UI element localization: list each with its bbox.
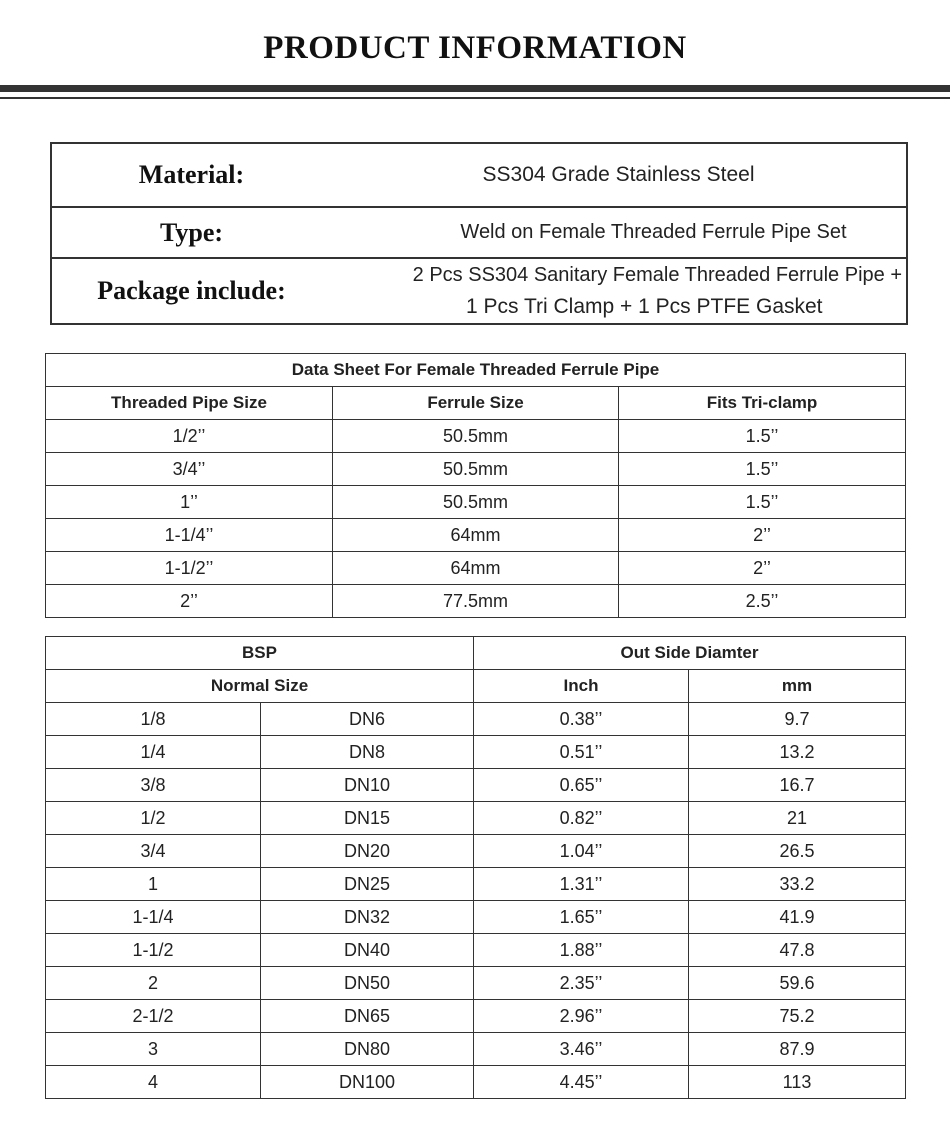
table-cell: 1.5’’ (619, 486, 906, 519)
table-cell: DN15 (261, 802, 474, 835)
table-cell: DN40 (261, 934, 474, 967)
table-cell: 64mm (333, 552, 619, 585)
column-header: Threaded Pipe Size (46, 387, 333, 420)
package-line-1: 2 Pcs SS304 Sanitary Female Threaded Ferrule Pipe + (412, 264, 902, 286)
table-row (46, 486, 906, 519)
table-cell: 1/2’’ (46, 420, 333, 453)
table-cell: DN20 (261, 835, 474, 868)
table-cell: 50.5mm (333, 453, 619, 486)
table-row (46, 802, 906, 835)
table-cell: 2.96’’ (474, 1000, 689, 1033)
table-row (46, 552, 906, 585)
table-cell: 9.7 (689, 703, 906, 736)
table-row (46, 1033, 906, 1066)
table-cell: 21 (689, 802, 906, 835)
title-rule-thick (0, 85, 950, 92)
bsp-group-header-row (46, 637, 906, 670)
bsp-sub-header-row (46, 670, 906, 703)
table-cell: DN80 (261, 1033, 474, 1066)
table-cell: 1/8 (46, 703, 261, 736)
table-cell: 1.5’’ (619, 453, 906, 486)
table-cell: 2 (46, 967, 261, 1000)
table-cell: 4.45’’ (474, 1066, 689, 1099)
table-row (46, 835, 906, 868)
table-cell: 1.31’’ (474, 868, 689, 901)
table-row (46, 967, 906, 1000)
table-cell: 64mm (333, 519, 619, 552)
table-row (46, 703, 906, 736)
mm-header: mm (689, 670, 906, 703)
table-cell: DN8 (261, 736, 474, 769)
table-cell: DN6 (261, 703, 474, 736)
title-rule-thin (0, 97, 950, 99)
table-cell: 1-1/2’’ (46, 552, 333, 585)
material-label: Material: (51, 143, 331, 207)
table-cell: 2’’ (619, 552, 906, 585)
table-cell: 16.7 (689, 769, 906, 802)
type-label: Type: (51, 207, 331, 258)
table-row (46, 1066, 906, 1099)
normal-size-header: Normal Size (46, 670, 474, 703)
data-sheet-caption-row (46, 354, 906, 387)
table-cell: 0.38’’ (474, 703, 689, 736)
table-cell: DN65 (261, 1000, 474, 1033)
bsp-group-header: BSP (46, 637, 474, 670)
table-cell: 1-1/4 (46, 901, 261, 934)
table-row (46, 420, 906, 453)
table-row (46, 1000, 906, 1033)
table-cell: 2.35’’ (474, 967, 689, 1000)
data-sheet-caption: Data Sheet For Female Threaded Ferrule Pipe (46, 354, 906, 387)
table-cell: 2’’ (46, 585, 333, 618)
table-row (46, 519, 906, 552)
table-cell: 3/8 (46, 769, 261, 802)
table-cell: 3 (46, 1033, 261, 1066)
table-cell: 1.5’’ (619, 420, 906, 453)
table-cell: 3/4 (46, 835, 261, 868)
table-cell: 13.2 (689, 736, 906, 769)
table-cell: 1 (46, 868, 261, 901)
table-cell: 1/2 (46, 802, 261, 835)
table-cell: 59.6 (689, 967, 906, 1000)
table-cell: 50.5mm (333, 420, 619, 453)
table-cell: 77.5mm (333, 585, 619, 618)
table-cell: 2-1/2 (46, 1000, 261, 1033)
table-cell: 41.9 (689, 901, 906, 934)
column-header: Ferrule Size (333, 387, 619, 420)
package-label: Package include: (51, 258, 331, 324)
table-cell: DN50 (261, 967, 474, 1000)
table-row (46, 868, 906, 901)
table-cell: 1/4 (46, 736, 261, 769)
product-info-table (50, 142, 908, 325)
inch-header: Inch (474, 670, 689, 703)
table-cell: DN10 (261, 769, 474, 802)
material-row (51, 143, 907, 207)
bsp-size-table (45, 636, 906, 1099)
page-title: PRODUCT INFORMATION (263, 30, 687, 66)
table-cell: 2’’ (619, 519, 906, 552)
table-cell: 2.5’’ (619, 585, 906, 618)
table-cell: 3/4’’ (46, 453, 333, 486)
table-cell: 50.5mm (333, 486, 619, 519)
table-cell: 0.65’’ (474, 769, 689, 802)
material-value: SS304 Grade Stainless Steel (331, 143, 907, 207)
table-cell: 1.04’’ (474, 835, 689, 868)
table-row (46, 453, 906, 486)
table-row (46, 769, 906, 802)
table-cell: 1-1/2 (46, 934, 261, 967)
table-cell: 47.8 (689, 934, 906, 967)
table-cell: DN25 (261, 868, 474, 901)
table-cell: DN32 (261, 901, 474, 934)
table-cell: 113 (689, 1066, 906, 1099)
table-cell: DN100 (261, 1066, 474, 1099)
table-cell: 1.65’’ (474, 901, 689, 934)
type-row (51, 207, 907, 258)
table-row (46, 736, 906, 769)
table-cell: 75.2 (689, 1000, 906, 1033)
table-cell: 1’’ (46, 486, 333, 519)
table-cell: 3.46’’ (474, 1033, 689, 1066)
table-row (46, 901, 906, 934)
table-row (46, 585, 906, 618)
table-cell: 0.51’’ (474, 736, 689, 769)
table-row (46, 934, 906, 967)
type-value: Weld on Female Threaded Ferrule Pipe Set (331, 207, 907, 258)
outside-diameter-group-header: Out Side Diamter (474, 637, 906, 670)
table-cell: 0.82’’ (474, 802, 689, 835)
table-cell: 87.9 (689, 1033, 906, 1066)
package-line-2: 1 Pcs Tri Clamp + 1 Pcs PTFE Gasket (466, 295, 823, 318)
data-sheet-header-row (46, 387, 906, 420)
table-cell: 1.88’’ (474, 934, 689, 967)
package-row (51, 258, 907, 324)
table-cell: 33.2 (689, 868, 906, 901)
package-value (331, 258, 907, 324)
data-sheet-table (45, 353, 906, 618)
table-cell: 26.5 (689, 835, 906, 868)
table-cell: 1-1/4’’ (46, 519, 333, 552)
table-cell: 4 (46, 1066, 261, 1099)
column-header: Fits Tri-clamp (619, 387, 906, 420)
